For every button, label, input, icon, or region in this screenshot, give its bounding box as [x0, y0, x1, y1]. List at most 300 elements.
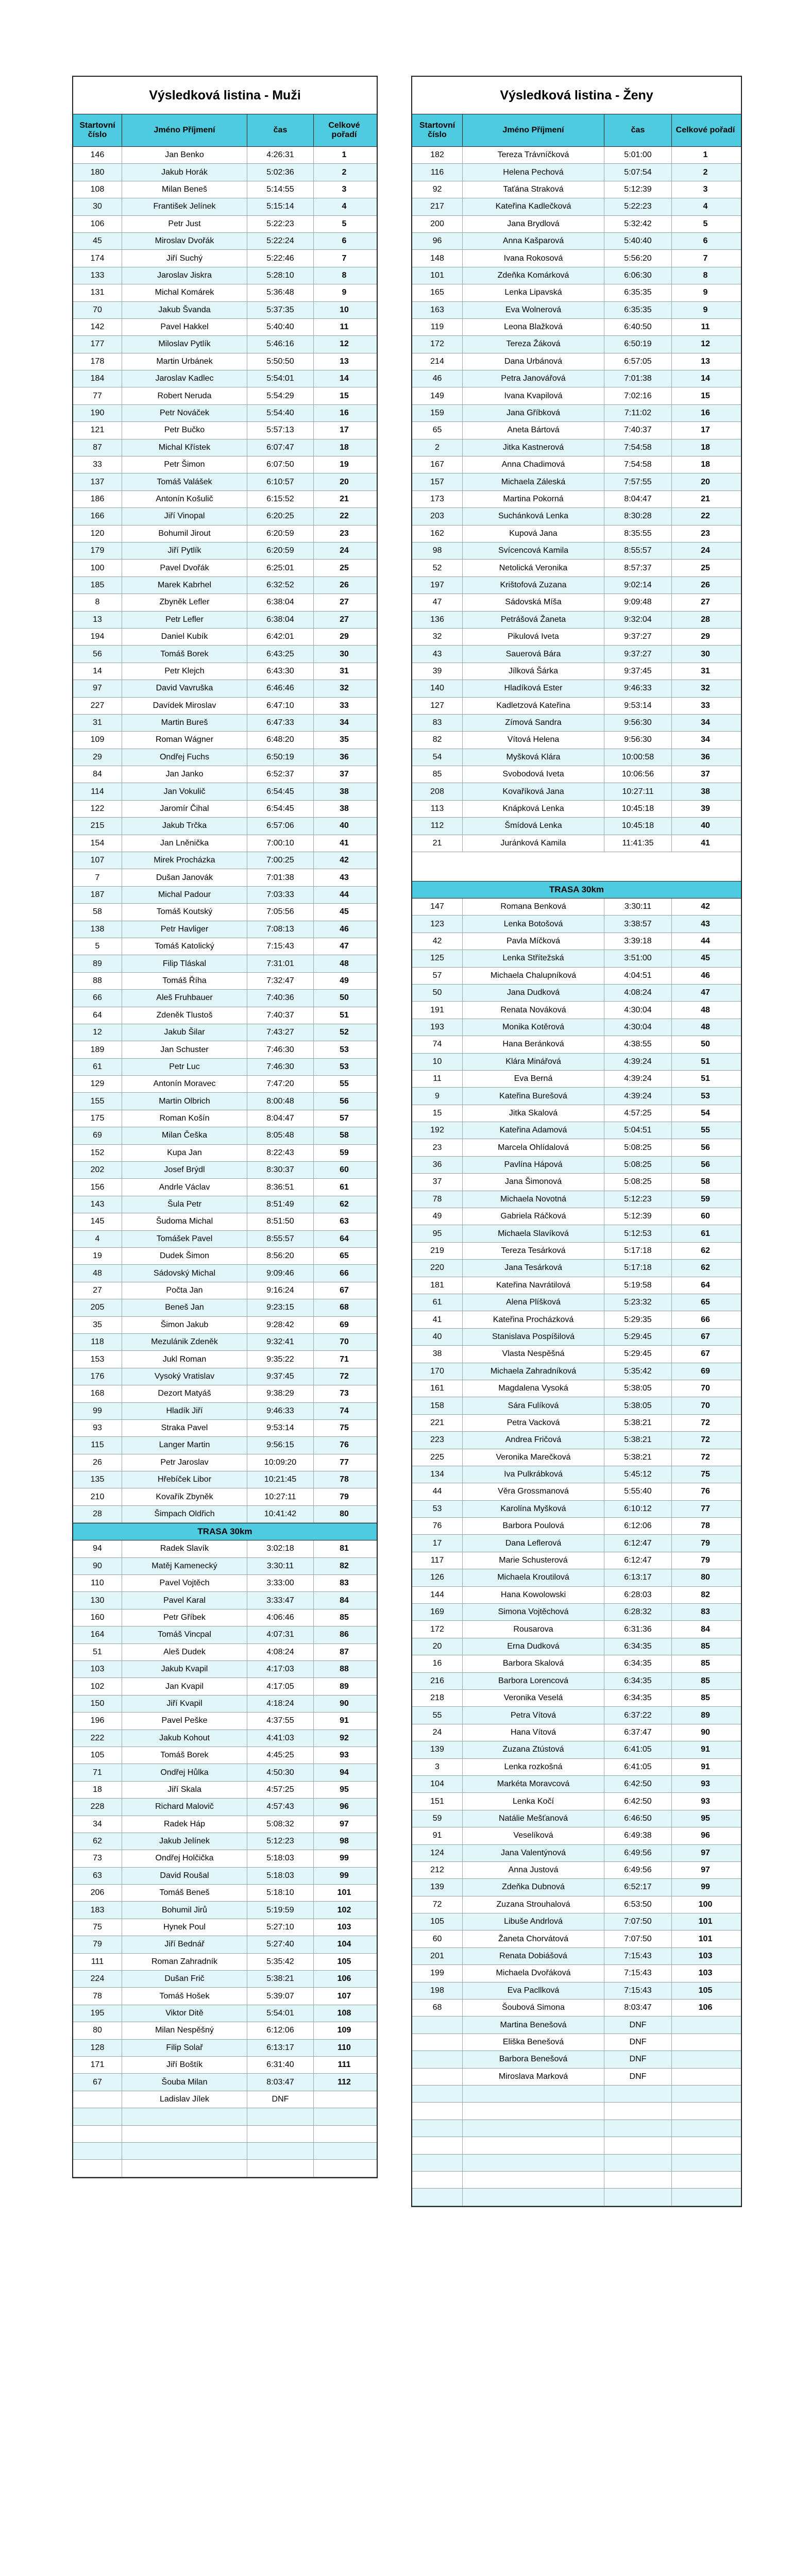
name-cell: Jan Vokulič [122, 783, 247, 800]
table-row [73, 1730, 377, 1747]
rank-cell: 56 [701, 1143, 710, 1152]
rank-cell: 64 [340, 1234, 349, 1243]
time-cell: 4:38:55 [604, 1036, 672, 1053]
name-cell: Martin Olbrich [122, 1093, 247, 1109]
table-row [412, 336, 741, 353]
start-number-cell: 153 [73, 1351, 122, 1367]
rank-cell: 62 [701, 1246, 710, 1256]
rank-cell: 96 [340, 1802, 349, 1811]
table-row [412, 1673, 741, 1690]
rank-cell: 9 [703, 288, 708, 297]
name-cell: Miroslav Dvořák [122, 233, 247, 249]
rank-cell: 90 [701, 1727, 710, 1737]
start-number-cell: 87 [73, 439, 122, 456]
start-number-cell: 27 [73, 1282, 122, 1299]
table-row [412, 968, 741, 985]
table-row [73, 1644, 377, 1661]
table-row [73, 904, 377, 921]
table-row [412, 2120, 741, 2137]
name-cell: Dušan Janovák [122, 869, 247, 886]
rank-cell: 53 [340, 1062, 349, 1071]
rank-cell: 30 [701, 649, 710, 658]
rank-cell: 21 [701, 495, 710, 503]
time-cell: 6:52:37 [247, 766, 314, 783]
rank-cell: 51 [701, 1057, 710, 1066]
table-row [412, 216, 741, 233]
time-cell: 4:37:55 [247, 1713, 314, 1729]
name-cell: Kovařík Zbyněk [122, 1488, 247, 1505]
rank-cell: 7 [342, 253, 347, 263]
time-cell: 4:57:43 [247, 1799, 314, 1815]
name-cell: Počta Jan [122, 1282, 247, 1299]
table-row [73, 1093, 377, 1110]
name-cell: Šimpach Oldřich [122, 1506, 247, 1522]
start-number-cell: 110 [73, 1575, 122, 1591]
time-cell: 6:41:05 [604, 1741, 672, 1758]
start-number-cell: 31 [73, 715, 122, 731]
time-cell: 5:40:40 [247, 319, 314, 335]
table-row [73, 473, 377, 490]
name-cell: Pavel Peške [122, 1713, 247, 1729]
name-cell [463, 2189, 604, 2205]
start-number-cell: 129 [73, 1076, 122, 1092]
table-row [412, 1827, 741, 1844]
table-row [73, 2040, 377, 2057]
table-row [73, 973, 377, 990]
start-number-cell: 184 [73, 370, 122, 387]
start-number-cell: 166 [73, 508, 122, 524]
table-row [412, 353, 741, 370]
table-row [73, 1833, 377, 1850]
rank-cell: 20 [701, 477, 710, 486]
time-cell: 8:56:20 [247, 1248, 314, 1264]
start-number-cell: 83 [412, 715, 463, 731]
rank-cell: 112 [338, 2077, 351, 2087]
start-number-cell: 137 [73, 473, 122, 490]
start-number-cell: 116 [412, 164, 463, 180]
start-number-cell: 135 [73, 1471, 122, 1488]
table-row [73, 284, 377, 301]
time-cell: 5:17:18 [604, 1243, 672, 1259]
rank-cell: 22 [340, 512, 349, 521]
start-number-cell: 193 [412, 1019, 463, 1036]
start-number-cell: 228 [73, 1799, 122, 1815]
start-number-cell: 139 [412, 1741, 463, 1758]
header-start-number: Startovní číslo [73, 114, 122, 146]
rank-cell: 3 [703, 184, 708, 194]
start-number-cell: 96 [412, 233, 463, 249]
name-cell: Zímová Sandra [463, 715, 604, 731]
rank-cell: 59 [701, 1194, 710, 1204]
table-row [412, 164, 741, 181]
start-number-cell: 126 [412, 1569, 463, 1586]
table-row [73, 1747, 377, 1764]
start-number-cell: 78 [412, 1191, 463, 1208]
name-cell: Jaromír Čihal [122, 801, 247, 817]
name-cell: Petra Janovářová [463, 370, 604, 387]
table-row [412, 1054, 741, 1071]
time-cell: 5:50:50 [247, 353, 314, 370]
name-cell: Marie Schusterová [463, 1552, 604, 1569]
rank-cell: 31 [340, 666, 349, 675]
start-number-cell [412, 2120, 463, 2137]
time-cell: 9:53:14 [604, 698, 672, 714]
start-number-cell: 128 [73, 2040, 122, 2056]
rank-cell: 4 [703, 202, 708, 211]
rank-cell: 104 [337, 1940, 351, 1949]
start-number-cell: 212 [412, 1862, 463, 1878]
start-number-cell: 220 [412, 1260, 463, 1276]
start-number-cell: 187 [73, 887, 122, 903]
table-row [412, 1380, 741, 1397]
rank-cell: 97 [701, 1866, 710, 1875]
time-cell: 6:12:06 [604, 1518, 672, 1534]
time-cell: 5:54:29 [247, 387, 314, 404]
time-cell: 10:45:18 [604, 801, 672, 817]
time-cell: 8:05:48 [247, 1127, 314, 1144]
time-cell: 5:18:03 [247, 1868, 314, 1884]
start-number-cell: 79 [73, 1936, 122, 1953]
table-row [73, 2091, 377, 2108]
rank-cell: 9 [703, 305, 708, 314]
start-number-cell: 172 [412, 336, 463, 352]
name-cell: Straka Pavel [122, 1420, 247, 1436]
rank-cell: 11 [340, 323, 349, 332]
table-row [412, 1518, 741, 1535]
name-cell: Jan Schuster [122, 1041, 247, 1058]
name-cell: Zuzana Strouhalová [463, 1896, 604, 1913]
rank-cell: 56 [701, 1160, 710, 1170]
start-number-cell: 164 [73, 1626, 122, 1643]
name-cell: Antonín Moravec [122, 1076, 247, 1092]
time-cell: 6:57:05 [604, 353, 672, 370]
start-number-cell: 10 [412, 1054, 463, 1070]
time-cell: 6:49:38 [604, 1827, 672, 1844]
name-cell: Radek Slavík [122, 1540, 247, 1557]
table-row [412, 1277, 741, 1294]
name-cell [463, 2155, 604, 2171]
rank-cell [314, 2143, 375, 2159]
start-number-cell: 23 [412, 1139, 463, 1156]
table-row [412, 950, 741, 967]
name-cell: Ivana Kvapilová [463, 387, 604, 404]
start-number-cell: 148 [412, 250, 463, 266]
start-number-cell: 2 [412, 439, 463, 456]
start-number-cell: 5 [73, 938, 122, 955]
name-cell: Petr Luc [122, 1059, 247, 1075]
rank-cell: 4 [342, 202, 347, 211]
rank-cell: 95 [340, 1785, 349, 1794]
rank-cell: 78 [701, 1521, 710, 1531]
table-row [412, 715, 741, 732]
start-number-cell: 222 [73, 1730, 122, 1747]
start-number-cell: 171 [73, 2057, 122, 2073]
rank-cell: 45 [340, 907, 349, 917]
rank-cell: 81 [340, 1544, 349, 1553]
rank-cell: 62 [701, 1263, 710, 1273]
rank-cell: 67 [340, 1285, 349, 1295]
rank-cell: 105 [337, 1957, 351, 1966]
rank-cell: 109 [337, 2026, 351, 2035]
time-cell: 8:22:43 [247, 1145, 314, 1161]
name-cell: Kateřina Kadlečková [463, 198, 604, 215]
time-cell: 6:07:50 [247, 456, 314, 473]
rank-cell: 98 [340, 1837, 349, 1846]
table-row [73, 1558, 377, 1575]
rank-cell: 79 [701, 1556, 710, 1565]
name-cell: Michaela Chalupníková [463, 968, 604, 984]
name-cell: Zdeněk Tlustoš [122, 1007, 247, 1024]
name-cell: David Roušal [122, 1868, 247, 1884]
table-row [73, 749, 377, 766]
name-cell: Petr Havliger [122, 921, 247, 938]
name-cell: Jitka Skalová [463, 1105, 604, 1122]
name-cell: Richard Malovič [122, 1799, 247, 1815]
rank-cell: 32 [340, 684, 349, 693]
rank-cell: 36 [701, 752, 710, 761]
women-rows-30km [412, 899, 741, 2206]
rank-cell: 14 [340, 374, 349, 383]
time-cell: 7:46:30 [247, 1059, 314, 1075]
name-cell: Barbora Benešová [463, 2051, 604, 2067]
rank-cell: 77 [340, 1458, 349, 1467]
women-section-30km: TRASA 30km [412, 881, 741, 899]
table-row [412, 1638, 741, 1655]
table-row [412, 899, 741, 916]
table-row [73, 1420, 377, 1437]
rank-cell: 85 [701, 1693, 710, 1703]
start-number-cell: 219 [412, 1243, 463, 1259]
start-number-cell: 58 [73, 904, 122, 920]
start-number-cell [412, 2051, 463, 2067]
time-cell: 4:08:24 [604, 985, 672, 1001]
table-row [73, 1437, 377, 1454]
name-cell: Tomáš Katolický [122, 938, 247, 955]
start-number-cell: 13 [73, 612, 122, 628]
time-cell: 5:08:25 [604, 1174, 672, 1190]
table-row [412, 1982, 741, 1999]
table-row [412, 267, 741, 284]
time-cell: 6:13:17 [604, 1569, 672, 1586]
table-row [412, 491, 741, 508]
name-cell: Kupa Jan [122, 1145, 247, 1161]
rank-cell: 8 [703, 270, 708, 280]
table-row [73, 2005, 377, 2022]
rank-cell: 70 [701, 1384, 710, 1393]
time-cell: 5:15:14 [247, 198, 314, 215]
name-cell: Jiří Kvapil [122, 1696, 247, 1712]
table-row [412, 560, 741, 577]
start-number-cell: 140 [412, 680, 463, 697]
time-cell: 6:20:59 [247, 543, 314, 559]
table-row [412, 916, 741, 933]
time-cell: 9:56:30 [604, 715, 672, 731]
time-cell: 6:34:35 [604, 1690, 672, 1706]
table-row [73, 869, 377, 886]
rank-cell: 49 [340, 976, 349, 985]
time-cell: 6:12:47 [604, 1535, 672, 1551]
start-number-cell: 62 [73, 1833, 122, 1850]
rank-cell: 76 [701, 1487, 710, 1496]
rank-cell: 66 [340, 1268, 349, 1278]
table-row [73, 2057, 377, 2074]
start-number-cell: 49 [412, 1208, 463, 1225]
time-cell: 7:02:16 [604, 387, 672, 404]
time-cell: 5:12:53 [604, 1225, 672, 1242]
start-number-cell: 107 [73, 852, 122, 869]
table-row [412, 181, 741, 198]
table-row [412, 147, 741, 164]
start-number-cell: 147 [412, 899, 463, 915]
rank-cell: 59 [340, 1148, 349, 1157]
rank-cell: 80 [701, 1573, 710, 1582]
table-row [412, 2172, 741, 2189]
start-number-cell: 61 [73, 1059, 122, 1075]
start-number-cell: 124 [412, 1845, 463, 1861]
table-row [73, 1885, 377, 1902]
time-cell: 8:04:47 [247, 1110, 314, 1127]
name-cell: Eva Wolnerová [463, 302, 604, 318]
name-cell: Ondřej Holčička [122, 1850, 247, 1867]
name-cell: Tereza Žáková [463, 336, 604, 352]
start-number-cell [412, 2172, 463, 2188]
name-cell: Veronika Veselá [463, 1690, 604, 1706]
table-row [412, 663, 741, 680]
rank-cell: 82 [340, 1561, 349, 1570]
start-number-cell: 94 [73, 1540, 122, 1557]
rank-cell: 48 [340, 959, 349, 968]
table-row [73, 1575, 377, 1592]
rank-cell: 96 [701, 1831, 710, 1840]
rank-cell: 27 [340, 615, 349, 624]
time-cell: 8:57:37 [604, 560, 672, 576]
rank-cell: 1 [703, 150, 708, 160]
rank-cell: 101 [337, 1888, 351, 1897]
name-cell: Klára Minářová [463, 1054, 604, 1070]
rank-cell: 40 [340, 821, 349, 831]
start-number-cell: 208 [412, 783, 463, 800]
name-cell: Marcela Ohlídalová [463, 1139, 604, 1156]
start-number-cell: 170 [412, 1363, 463, 1380]
rank-cell: 16 [701, 409, 710, 418]
name-cell [463, 2086, 604, 2102]
table-row [73, 1954, 377, 1971]
time-cell: 3:33:47 [247, 1592, 314, 1608]
table-row [73, 164, 377, 181]
name-cell: Miloslav Pytlík [122, 336, 247, 352]
table-row [412, 1913, 741, 1930]
rank-cell: 45 [701, 954, 710, 963]
name-cell: Tereza Trávníčková [463, 147, 604, 163]
start-number-cell: 185 [73, 577, 122, 594]
name-cell: Milan Češka [122, 1127, 247, 1144]
rank-cell: 64 [701, 1280, 710, 1290]
name-cell: Viktor Ditě [122, 2005, 247, 2022]
name-cell: Erna Dudková [463, 1638, 604, 1655]
table-row [73, 1696, 377, 1713]
name-cell: Jílková Šárka [463, 663, 604, 680]
rank-cell: 44 [340, 890, 349, 899]
time-cell: 9:23:15 [247, 1299, 314, 1316]
table-row [73, 938, 377, 955]
name-cell: Myšková Klára [463, 749, 604, 766]
table-row [73, 801, 377, 818]
header-name: Jméno Příjmení [463, 114, 604, 146]
time-cell: 5:12:39 [604, 181, 672, 198]
time-cell: 6:46:50 [604, 1810, 672, 1827]
start-number-cell: 182 [412, 147, 463, 163]
start-number-cell [412, 2086, 463, 2102]
name-cell: Daniel Kubík [122, 629, 247, 645]
table-row [73, 646, 377, 663]
time-cell: 6:57:06 [247, 818, 314, 834]
name-cell [463, 2103, 604, 2119]
start-number-cell: 138 [73, 921, 122, 938]
time-cell: 5:36:48 [247, 284, 314, 301]
time-cell: 5:55:40 [604, 1483, 672, 1500]
name-cell [463, 2137, 604, 2154]
name-cell: Vítová Helena [463, 732, 604, 748]
rank-cell: 72 [701, 1452, 710, 1462]
name-cell: Jiří Boštík [122, 2057, 247, 2073]
name-cell: Jakub Kvapil [122, 1661, 247, 1677]
start-number-cell [412, 2034, 463, 2050]
start-number-cell: 75 [73, 1919, 122, 1936]
time-cell [604, 2103, 672, 2119]
name-cell: Hana Beránková [463, 1036, 604, 1053]
table-row [412, 1604, 741, 1621]
table-row [73, 543, 377, 560]
start-number-cell: 97 [73, 680, 122, 697]
name-cell: Petr Just [122, 216, 247, 232]
start-number-cell: 157 [412, 473, 463, 490]
name-cell: Jukl Roman [122, 1351, 247, 1367]
rank-cell: 5 [703, 219, 708, 228]
rank-cell: 76 [340, 1440, 349, 1450]
rank-cell: 46 [340, 924, 349, 934]
start-number-cell: 201 [412, 1948, 463, 1964]
table-row [73, 2126, 377, 2143]
rank-cell: 72 [340, 1371, 349, 1381]
start-number-cell: 39 [412, 663, 463, 680]
table-row [412, 1930, 741, 1947]
start-number-cell: 114 [73, 783, 122, 800]
table-row [73, 1007, 377, 1024]
name-cell: Langer Martin [122, 1437, 247, 1453]
time-cell: 6:28:32 [604, 1604, 672, 1620]
name-cell: Aleš Fruhbauer [122, 990, 247, 1006]
time-cell: 6:35:35 [604, 284, 672, 301]
name-cell: Jiří Bednář [122, 1936, 247, 1953]
name-cell: Veselíková [463, 1827, 604, 1844]
name-cell: Filip Tláskal [122, 955, 247, 972]
time-cell: 5:07:54 [604, 164, 672, 180]
name-cell: Mirek Procházka [122, 852, 247, 869]
time-cell: 4:30:04 [604, 1019, 672, 1036]
time-cell: 5:38:21 [604, 1415, 672, 1431]
time-cell: 5:45:12 [604, 1466, 672, 1483]
time-cell: 5:29:45 [604, 1329, 672, 1345]
rank-cell: 71 [340, 1354, 349, 1364]
name-cell: Barbora Poulová [463, 1518, 604, 1534]
name-cell [122, 2160, 247, 2176]
time-cell: 9:32:41 [247, 1334, 314, 1350]
name-cell: Jana Gříbková [463, 405, 604, 421]
time-cell: 5:35:42 [604, 1363, 672, 1380]
time-cell: 7:43:27 [247, 1024, 314, 1041]
rank-cell: 34 [701, 718, 710, 727]
start-number-cell: 69 [73, 1127, 122, 1144]
